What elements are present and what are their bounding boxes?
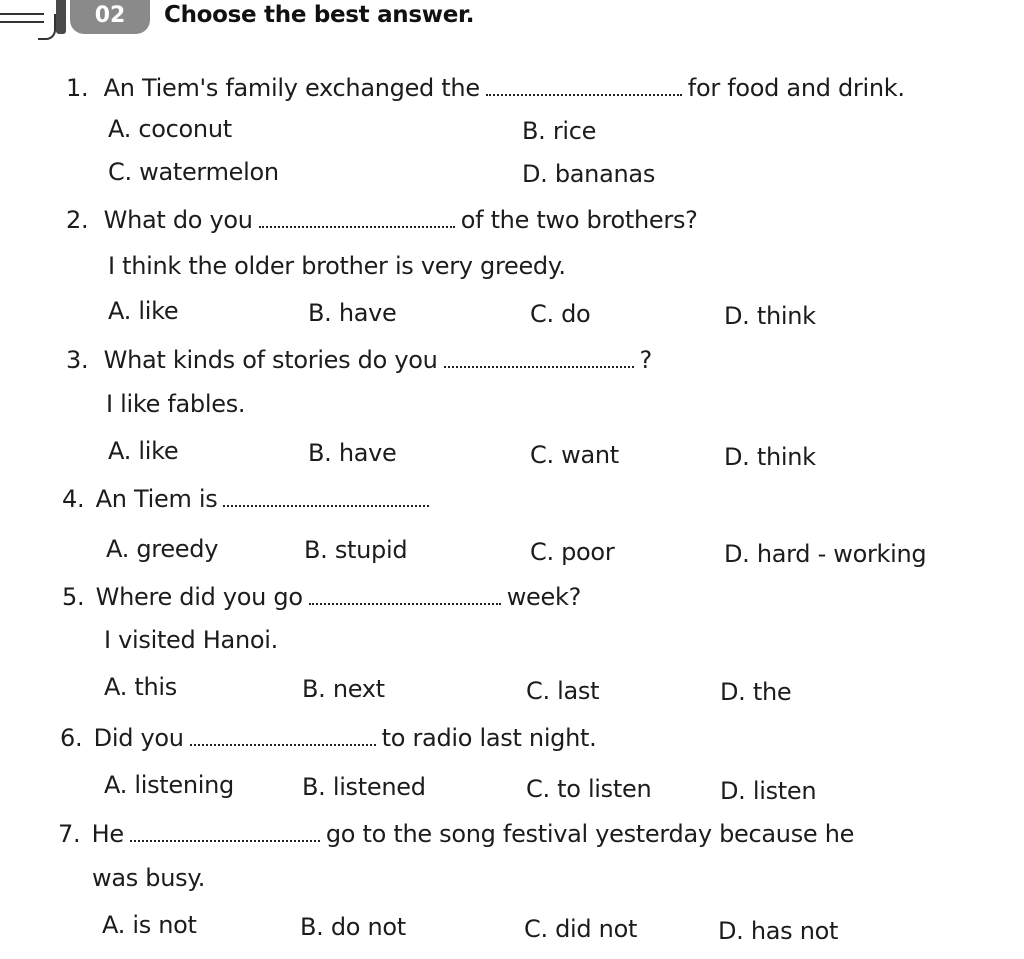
option-d[interactable]: D. the [720, 678, 792, 706]
option-c[interactable]: C. to listen [526, 775, 652, 803]
option-d[interactable]: D. bananas [522, 160, 656, 188]
question-number: 3. [66, 346, 89, 374]
option-a[interactable]: A. this [104, 673, 177, 701]
question-number: 5. [62, 583, 85, 611]
option-c[interactable]: C. last [526, 677, 600, 705]
option-c[interactable]: C. watermelon [108, 158, 279, 186]
question-text-before: What kinds of stories do you [103, 346, 438, 374]
question-2 [66, 206, 698, 234]
question-2-response: I think the older brother is very greedy. [108, 252, 566, 280]
option-d[interactable]: D. has not [718, 917, 839, 945]
question-5-response: I visited Hanoi. [104, 626, 278, 654]
question-7-continuation: was busy. [92, 864, 206, 892]
option-d[interactable]: D. listen [720, 777, 817, 805]
question-text-before: An Tiem's family exchanged the [103, 74, 480, 102]
answer-blank[interactable] [190, 730, 376, 746]
exercise-number-badge: 02 [70, 0, 150, 34]
question-7 [58, 820, 854, 848]
question-number: 2. [66, 206, 89, 234]
answer-blank[interactable] [223, 491, 429, 507]
option-d[interactable]: D. think [724, 443, 816, 471]
question-3-response: I like fables. [106, 390, 246, 418]
badge-bar-decoration [56, 0, 66, 34]
question-number: 1. [66, 74, 89, 102]
option-b[interactable]: B. have [308, 439, 397, 467]
answer-blank[interactable] [444, 352, 634, 368]
option-d[interactable]: D. hard - working [724, 540, 927, 568]
question-1 [66, 74, 905, 102]
option-b[interactable]: B. do not [300, 913, 406, 941]
answer-blank[interactable] [486, 80, 682, 96]
option-a[interactable]: A. greedy [106, 535, 219, 563]
option-d[interactable]: D. think [724, 302, 816, 330]
question-4 [62, 485, 435, 513]
question-text-after: week? [506, 583, 582, 611]
option-c[interactable]: C. did not [524, 915, 638, 943]
option-c[interactable]: C. do [530, 300, 591, 328]
option-b[interactable]: B. rice [522, 117, 597, 145]
exercise-header [0, 0, 1024, 44]
option-b[interactable]: B. stupid [304, 536, 408, 564]
option-a[interactable]: A. like [108, 297, 179, 325]
exercise-instruction: Choose the best answer. [164, 2, 475, 28]
option-a[interactable]: A. listening [104, 771, 234, 799]
pencil-hook-decoration [38, 14, 56, 40]
question-number: 4. [62, 485, 85, 513]
answer-blank[interactable] [259, 212, 455, 228]
question-text-after: for food and drink. [687, 74, 905, 102]
option-c[interactable]: C. want [530, 441, 619, 469]
question-6 [60, 724, 596, 752]
answer-blank[interactable] [130, 826, 320, 842]
option-b[interactable]: B. next [302, 675, 385, 703]
option-b[interactable]: B. have [308, 299, 397, 327]
question-text-after: of the two brothers? [460, 206, 698, 234]
option-a[interactable]: A. coconut [108, 115, 232, 143]
question-text-before: An Tiem is [95, 485, 218, 513]
question-text-before: What do you [103, 206, 253, 234]
option-a[interactable]: A. like [108, 437, 179, 465]
answer-blank[interactable] [309, 589, 501, 605]
question-number: 7. [58, 820, 81, 848]
question-text-after: go to the song festival yesterday because he [325, 820, 855, 848]
question-text-before: Where did you go [95, 583, 303, 611]
question-text-before: He [91, 820, 124, 848]
option-b[interactable]: B. listened [302, 773, 426, 801]
question-number: 6. [60, 724, 83, 752]
option-c[interactable]: C. poor [530, 538, 615, 566]
option-a[interactable]: A. is not [102, 911, 197, 939]
question-5 [62, 583, 581, 611]
question-text-after: to radio last night. [381, 724, 597, 752]
question-text-before: Did you [93, 724, 184, 752]
question-3 [66, 346, 652, 374]
question-text-after: ? [639, 346, 652, 374]
